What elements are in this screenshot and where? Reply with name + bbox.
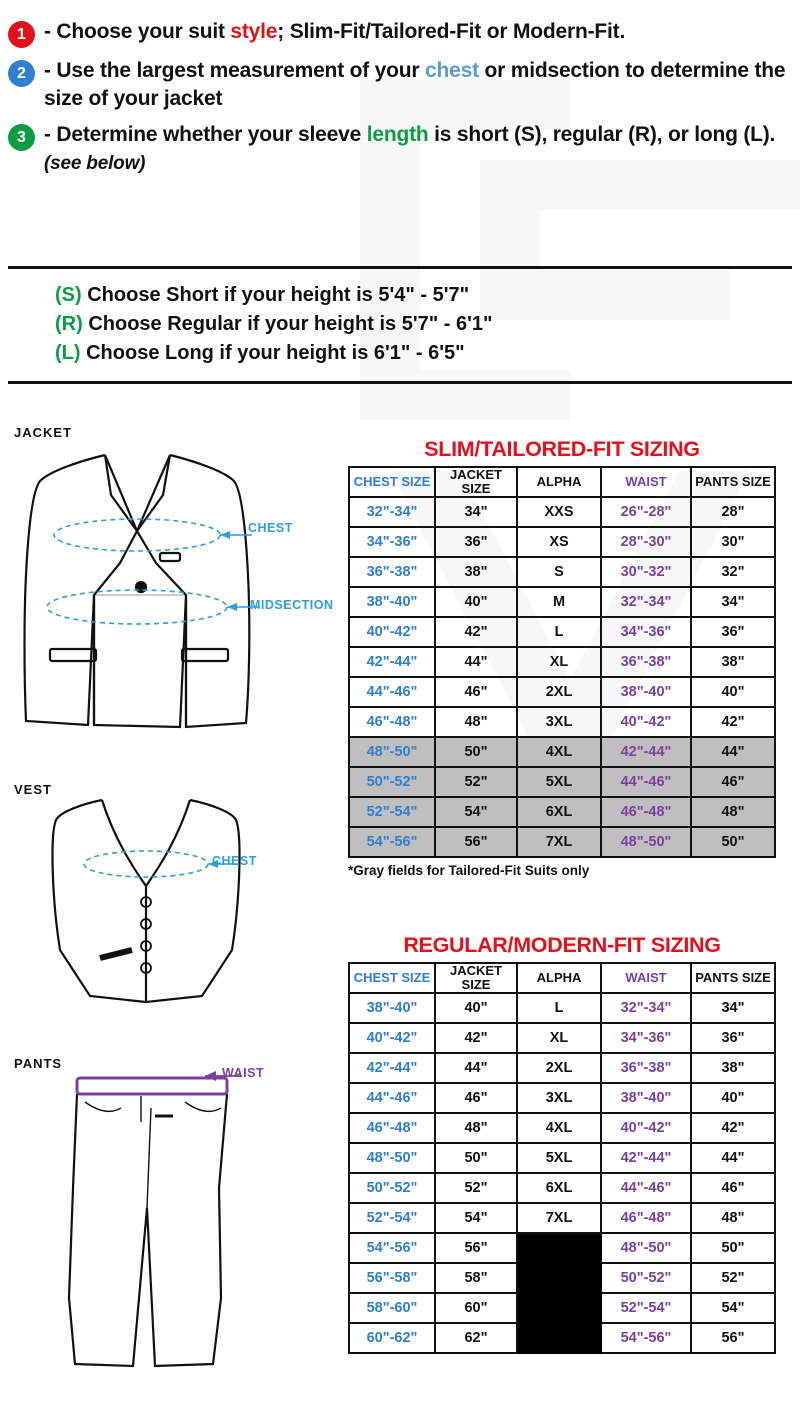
header-chest-size: CHEST SIZE bbox=[349, 963, 435, 993]
header-waist: WAIST bbox=[601, 963, 691, 993]
cell-waist: 34"-36" bbox=[601, 617, 691, 647]
cell-pants: 40" bbox=[691, 1083, 775, 1113]
header-alpha: ALPHA bbox=[517, 467, 601, 497]
pants-waist-callout: WAIST bbox=[222, 1066, 265, 1080]
cell-chest: 44"-46" bbox=[349, 677, 435, 707]
cell-jacket: 42" bbox=[435, 1023, 517, 1053]
step-number-badge: 2 bbox=[8, 60, 35, 87]
cell-alpha: 2XL bbox=[517, 1053, 601, 1083]
cell-waist: 32"-34" bbox=[601, 993, 691, 1023]
step-number-badge: 3 bbox=[8, 124, 35, 151]
height-code-l: (L) bbox=[55, 342, 81, 364]
cell-jacket: 60" bbox=[435, 1293, 517, 1323]
cell-pants: 48" bbox=[691, 797, 775, 827]
cell-waist: 32"-34" bbox=[601, 587, 691, 617]
height-text-r: Choose Regular if your height is 5'7" - 6'1" bbox=[88, 313, 493, 335]
table-row bbox=[349, 677, 775, 707]
cell-jacket: 44" bbox=[435, 647, 517, 677]
height-code-s: (S) bbox=[55, 284, 82, 306]
cell-pants: 36" bbox=[691, 1023, 775, 1053]
cell-jacket: 52" bbox=[435, 767, 517, 797]
cell-waist: 54"-56" bbox=[601, 1323, 691, 1353]
step1-style-word: style bbox=[230, 20, 278, 43]
cell-pants: 46" bbox=[691, 767, 775, 797]
cell-chest: 34"-36" bbox=[349, 527, 435, 557]
cell-chest: 40"-42" bbox=[349, 1023, 435, 1053]
cell-chest: 52"-54" bbox=[349, 797, 435, 827]
cell-alpha-empty bbox=[517, 1263, 601, 1293]
cell-pants: 50" bbox=[691, 1233, 775, 1263]
regular-modern-table-block bbox=[348, 933, 776, 1354]
step3-part1: - Determine whether your sleeve bbox=[44, 123, 367, 146]
step3-part3: is short (S), regular (R), or long (L). bbox=[428, 123, 776, 146]
cell-pants: 42" bbox=[691, 707, 775, 737]
table-row bbox=[349, 497, 775, 527]
cell-chest: 46"-48" bbox=[349, 1113, 435, 1143]
cell-chest: 44"-46" bbox=[349, 1083, 435, 1113]
cell-jacket: 40" bbox=[435, 587, 517, 617]
cell-waist: 42"-44" bbox=[601, 737, 691, 767]
cell-waist: 50"-52" bbox=[601, 1263, 691, 1293]
jacket-chest-callout: CHEST bbox=[248, 521, 293, 535]
cell-pants: 44" bbox=[691, 1143, 775, 1173]
cell-pants: 42" bbox=[691, 1113, 775, 1143]
table-row bbox=[349, 1173, 775, 1203]
divider-bottom bbox=[8, 381, 792, 384]
cell-alpha: 4XL bbox=[517, 1113, 601, 1143]
table-row bbox=[349, 707, 775, 737]
header-chest-size: CHEST SIZE bbox=[349, 467, 435, 497]
cell-jacket: 50" bbox=[435, 1143, 517, 1173]
vest-illustration bbox=[40, 790, 270, 1010]
height-text-s: Choose Short if your height is 5'4" - 5'7" bbox=[87, 284, 470, 306]
cell-pants: 46" bbox=[691, 1173, 775, 1203]
table-row bbox=[349, 557, 775, 587]
step2-chest-word: chest bbox=[425, 59, 479, 82]
cell-chest: 60"-62" bbox=[349, 1323, 435, 1353]
vest-chest-callout: CHEST bbox=[212, 854, 257, 868]
table-row bbox=[349, 1023, 775, 1053]
divider-top bbox=[8, 266, 792, 269]
cell-waist: 26"-28" bbox=[601, 497, 691, 527]
cell-chest: 54"-56" bbox=[349, 827, 435, 857]
table-row bbox=[349, 827, 775, 857]
instruction-step-2 bbox=[8, 57, 792, 112]
cell-chest: 38"-40" bbox=[349, 993, 435, 1023]
cell-alpha: XL bbox=[517, 647, 601, 677]
cell-alpha: 5XL bbox=[517, 767, 601, 797]
cell-alpha: XS bbox=[517, 527, 601, 557]
jacket-midsection-callout: MIDSECTION bbox=[250, 598, 334, 612]
height-guide-regular bbox=[55, 310, 492, 339]
table-row bbox=[349, 1143, 775, 1173]
cell-waist: 46"-48" bbox=[601, 797, 691, 827]
step3-see-below: (see below) bbox=[44, 152, 146, 174]
step-number-badge: 1 bbox=[8, 21, 35, 48]
cell-pants: 36" bbox=[691, 617, 775, 647]
cell-waist: 40"-42" bbox=[601, 1113, 691, 1143]
header-jacket-size: JACKET SIZE bbox=[435, 963, 517, 993]
cell-pants: 50" bbox=[691, 827, 775, 857]
cell-waist: 36"-38" bbox=[601, 647, 691, 677]
cell-alpha-empty bbox=[517, 1293, 601, 1323]
step3-length-word: length bbox=[366, 123, 429, 146]
table-row bbox=[349, 1053, 775, 1083]
cell-alpha: M bbox=[517, 587, 601, 617]
cell-chest: 50"-52" bbox=[349, 1173, 435, 1203]
instructions-list bbox=[8, 18, 792, 185]
instruction-step-1 bbox=[8, 18, 792, 48]
cell-jacket: 44" bbox=[435, 1053, 517, 1083]
cell-waist: 36"-38" bbox=[601, 1053, 691, 1083]
cell-jacket: 38" bbox=[435, 557, 517, 587]
cell-chest: 42"-44" bbox=[349, 1053, 435, 1083]
cell-pants: 52" bbox=[691, 1263, 775, 1293]
header-waist: WAIST bbox=[601, 467, 691, 497]
cell-chest: 58"-60" bbox=[349, 1293, 435, 1323]
pants-label: PANTS bbox=[14, 1056, 63, 1071]
cell-pants: 38" bbox=[691, 647, 775, 677]
cell-pants: 32" bbox=[691, 557, 775, 587]
cell-jacket: 40" bbox=[435, 993, 517, 1023]
step2-part3: or midsection to determine the size of your jacket bbox=[44, 59, 786, 110]
step1-part1: - Choose your suit bbox=[44, 20, 231, 43]
cell-pants: 54" bbox=[691, 1293, 775, 1323]
cell-waist: 44"-46" bbox=[601, 767, 691, 797]
cell-waist: 44"-46" bbox=[601, 1173, 691, 1203]
table-row bbox=[349, 1113, 775, 1143]
jacket-label: JACKET bbox=[14, 425, 73, 440]
cell-alpha: 6XL bbox=[517, 797, 601, 827]
cell-alpha: 7XL bbox=[517, 827, 601, 857]
header-alpha: ALPHA bbox=[517, 963, 601, 993]
table-row bbox=[349, 737, 775, 767]
table-row bbox=[349, 1293, 775, 1323]
cell-pants: 40" bbox=[691, 677, 775, 707]
cell-chest: 36"-38" bbox=[349, 557, 435, 587]
instruction-step-2-text bbox=[44, 57, 792, 112]
table-header-row bbox=[349, 467, 775, 497]
cell-waist: 48"-50" bbox=[601, 827, 691, 857]
cell-chest: 50"-52" bbox=[349, 767, 435, 797]
jacket-illustration bbox=[10, 435, 340, 755]
cell-pants: 34" bbox=[691, 993, 775, 1023]
cell-alpha: 3XL bbox=[517, 707, 601, 737]
table-row bbox=[349, 587, 775, 617]
table-row bbox=[349, 527, 775, 557]
cell-jacket: 46" bbox=[435, 677, 517, 707]
cell-pants: 28" bbox=[691, 497, 775, 527]
cell-pants: 44" bbox=[691, 737, 775, 767]
table-row bbox=[349, 993, 775, 1023]
cell-alpha: 5XL bbox=[517, 1143, 601, 1173]
cell-pants: 30" bbox=[691, 527, 775, 557]
cell-waist: 52"-54" bbox=[601, 1293, 691, 1323]
step2-part1: - Use the largest measurement of your bbox=[44, 59, 426, 82]
slim-tailored-title: SLIM/TAILORED-FIT SIZING bbox=[424, 437, 700, 461]
height-text-l: Choose Long if your height is 6'1" - 6'5" bbox=[86, 342, 465, 364]
height-guide-long bbox=[55, 339, 492, 368]
cell-alpha: 7XL bbox=[517, 1203, 601, 1233]
cell-chest: 54"-56" bbox=[349, 1233, 435, 1263]
instruction-step-3-text bbox=[44, 121, 792, 176]
table-row bbox=[349, 647, 775, 677]
cell-jacket: 48" bbox=[435, 1113, 517, 1143]
cell-jacket: 56" bbox=[435, 1233, 517, 1263]
cell-pants: 38" bbox=[691, 1053, 775, 1083]
height-guide-short bbox=[55, 281, 492, 310]
cell-alpha: XXS bbox=[517, 497, 601, 527]
cell-waist: 28"-30" bbox=[601, 527, 691, 557]
cell-chest: 32"-34" bbox=[349, 497, 435, 527]
table-row bbox=[349, 1233, 775, 1263]
cell-alpha-empty bbox=[517, 1323, 601, 1353]
cell-alpha: 2XL bbox=[517, 677, 601, 707]
cell-jacket: 42" bbox=[435, 617, 517, 647]
height-guide bbox=[55, 281, 492, 368]
cell-chest: 46"-48" bbox=[349, 707, 435, 737]
cell-jacket: 56" bbox=[435, 827, 517, 857]
cell-chest: 40"-42" bbox=[349, 617, 435, 647]
header-pants-size: PANTS SIZE bbox=[691, 467, 775, 497]
cell-jacket: 52" bbox=[435, 1173, 517, 1203]
cell-waist: 48"-50" bbox=[601, 1233, 691, 1263]
cell-alpha: 6XL bbox=[517, 1173, 601, 1203]
gray-fields-note: *Gray fields for Tailored-Fit Suits only bbox=[348, 863, 590, 878]
instruction-step-3 bbox=[8, 121, 792, 176]
slim-tailored-table-block bbox=[348, 437, 776, 878]
cell-alpha: S bbox=[517, 557, 601, 587]
cell-jacket: 36" bbox=[435, 527, 517, 557]
cell-jacket: 46" bbox=[435, 1083, 517, 1113]
table-row bbox=[349, 1203, 775, 1233]
cell-alpha-empty bbox=[517, 1233, 601, 1263]
cell-jacket: 48" bbox=[435, 707, 517, 737]
regular-modern-title: REGULAR/MODERN-FIT SIZING bbox=[403, 933, 721, 957]
cell-alpha: L bbox=[517, 617, 601, 647]
cell-chest: 52"-54" bbox=[349, 1203, 435, 1233]
cell-jacket: 54" bbox=[435, 1203, 517, 1233]
cell-waist: 46"-48" bbox=[601, 1203, 691, 1233]
height-code-r: (R) bbox=[55, 313, 83, 335]
pants-illustration bbox=[55, 1068, 275, 1378]
cell-alpha: XL bbox=[517, 1023, 601, 1053]
table-row bbox=[349, 1083, 775, 1113]
cell-pants: 48" bbox=[691, 1203, 775, 1233]
step1-part3: ; Slim-Fit/Tailored-Fit or Modern-Fit. bbox=[277, 20, 626, 43]
cell-jacket: 62" bbox=[435, 1323, 517, 1353]
cell-chest: 56"-58" bbox=[349, 1263, 435, 1293]
cell-jacket: 54" bbox=[435, 797, 517, 827]
regular-modern-table bbox=[348, 962, 776, 1354]
cell-chest: 42"-44" bbox=[349, 647, 435, 677]
table-row bbox=[349, 1263, 775, 1293]
cell-waist: 38"-40" bbox=[601, 677, 691, 707]
header-jacket-size: JACKET SIZE bbox=[435, 467, 517, 497]
table-row bbox=[349, 767, 775, 797]
cell-jacket: 34" bbox=[435, 497, 517, 527]
cell-waist: 34"-36" bbox=[601, 1023, 691, 1053]
cell-pants: 56" bbox=[691, 1323, 775, 1353]
header-pants-size: PANTS SIZE bbox=[691, 963, 775, 993]
cell-alpha: 3XL bbox=[517, 1083, 601, 1113]
table-header-row bbox=[349, 963, 775, 993]
cell-waist: 30"-32" bbox=[601, 557, 691, 587]
cell-jacket: 58" bbox=[435, 1263, 517, 1293]
table-row bbox=[349, 797, 775, 827]
cell-pants: 34" bbox=[691, 587, 775, 617]
cell-waist: 42"-44" bbox=[601, 1143, 691, 1173]
cell-chest: 48"-50" bbox=[349, 737, 435, 767]
cell-jacket: 50" bbox=[435, 737, 517, 767]
table-row bbox=[349, 1323, 775, 1353]
cell-alpha: L bbox=[517, 993, 601, 1023]
cell-alpha: 4XL bbox=[517, 737, 601, 767]
slim-tailored-table bbox=[348, 466, 776, 858]
instruction-step-1-text bbox=[44, 18, 625, 46]
cell-chest: 48"-50" bbox=[349, 1143, 435, 1173]
cell-waist: 40"-42" bbox=[601, 707, 691, 737]
cell-waist: 38"-40" bbox=[601, 1083, 691, 1113]
table-row bbox=[349, 617, 775, 647]
cell-chest: 38"-40" bbox=[349, 587, 435, 617]
vest-label: VEST bbox=[14, 782, 52, 797]
